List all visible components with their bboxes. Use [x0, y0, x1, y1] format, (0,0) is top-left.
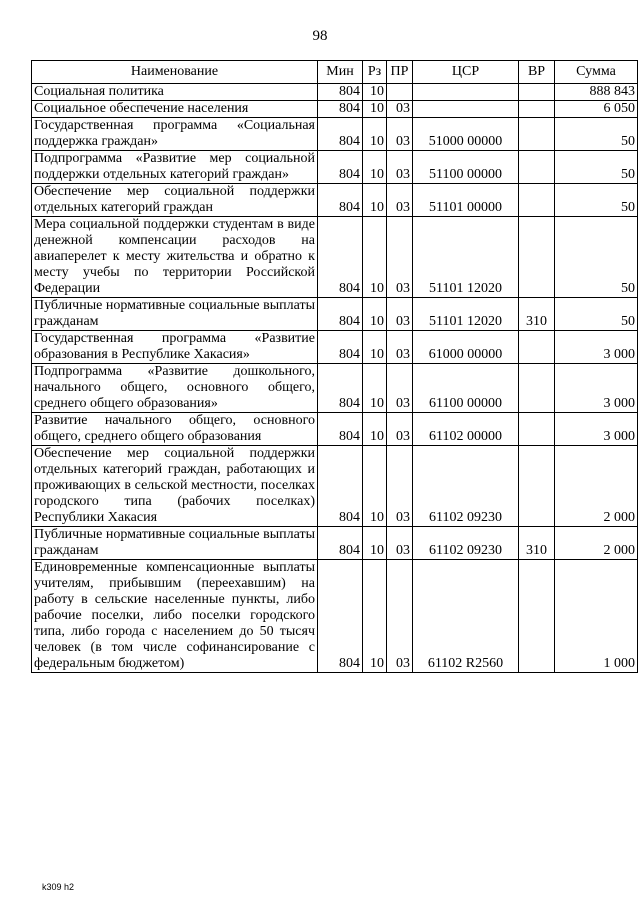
cell-sum: 2 000 [555, 446, 638, 527]
table-row [32, 184, 638, 217]
table-row [32, 298, 638, 331]
cell-name: Обеспечение мер социальной поддержки отдельных категорий граждан [32, 184, 318, 217]
cell-sum: 3 000 [555, 413, 638, 446]
cell-name: Подпрограмма «Развитие мер социальной поддержки отдельных категорий граждан» [32, 151, 318, 184]
header-min: Мин [318, 61, 363, 84]
header-csr: ЦСР [413, 61, 519, 84]
cell-sum: 50 [555, 184, 638, 217]
page-number: 98 [312, 28, 328, 44]
cell-csr: 51101 12020 [413, 298, 519, 331]
cell-vr [519, 101, 555, 118]
budget-table [31, 60, 638, 673]
cell-rz: 10 [363, 527, 387, 560]
cell-sum: 50 [555, 118, 638, 151]
cell-min: 804 [318, 560, 363, 673]
cell-vr: 310 [519, 527, 555, 560]
cell-sum: 888 843 [555, 84, 638, 101]
cell-min: 804 [318, 413, 363, 446]
table-row [32, 527, 638, 560]
table-row [32, 151, 638, 184]
cell-name: Публичные нормативные социальные выплаты гражданам [32, 298, 318, 331]
cell-pr: 03 [387, 217, 413, 298]
cell-pr [387, 84, 413, 101]
cell-name: Развитие начального общего, основного общего, среднего общего образования [32, 413, 318, 446]
cell-rz: 10 [363, 217, 387, 298]
header-sum: Сумма [555, 61, 638, 84]
cell-pr: 03 [387, 527, 413, 560]
cell-min: 804 [318, 364, 363, 413]
cell-pr: 03 [387, 331, 413, 364]
cell-pr: 03 [387, 118, 413, 151]
cell-pr: 03 [387, 364, 413, 413]
cell-sum: 6 050 [555, 101, 638, 118]
cell-pr: 03 [387, 560, 413, 673]
header-rz: Рз [363, 61, 387, 84]
cell-sum: 1 000 [555, 560, 638, 673]
cell-rz: 10 [363, 364, 387, 413]
table-row [32, 217, 638, 298]
footer-code: k309 h2 [42, 882, 75, 892]
cell-csr: 61000 00000 [413, 331, 519, 364]
cell-name: Социальное обеспечение населения [32, 101, 318, 118]
cell-min: 804 [318, 331, 363, 364]
cell-name: Публичные нормативные социальные выплаты гражданам [32, 527, 318, 560]
cell-name: Государственная программа «Развитие образования в Республике Хакасия» [32, 331, 318, 364]
cell-rz: 10 [363, 118, 387, 151]
cell-pr: 03 [387, 413, 413, 446]
cell-min: 804 [318, 101, 363, 118]
cell-rz: 10 [363, 560, 387, 673]
table-row [32, 560, 638, 673]
header-pr: ПР [387, 61, 413, 84]
table-row [32, 364, 638, 413]
table-row [32, 331, 638, 364]
header-vr: ВР [519, 61, 555, 84]
cell-name: Социальная политика [32, 84, 318, 101]
cell-min: 804 [318, 184, 363, 217]
table-row [32, 413, 638, 446]
cell-csr [413, 101, 519, 118]
cell-rz: 10 [363, 84, 387, 101]
table-row [32, 118, 638, 151]
table-body [32, 84, 638, 673]
cell-rz: 10 [363, 184, 387, 217]
cell-min: 804 [318, 446, 363, 527]
cell-vr [519, 446, 555, 527]
cell-rz: 10 [363, 413, 387, 446]
cell-sum: 50 [555, 151, 638, 184]
cell-pr: 03 [387, 101, 413, 118]
table-row [32, 446, 638, 527]
cell-pr: 03 [387, 298, 413, 331]
cell-vr [519, 118, 555, 151]
table-row [32, 101, 638, 118]
cell-rz: 10 [363, 101, 387, 118]
cell-csr: 51000 00000 [413, 118, 519, 151]
cell-vr [519, 413, 555, 446]
cell-csr: 61100 00000 [413, 364, 519, 413]
cell-sum: 2 000 [555, 527, 638, 560]
cell-csr [413, 84, 519, 101]
cell-pr: 03 [387, 184, 413, 217]
cell-csr: 61102 09230 [413, 446, 519, 527]
cell-min: 804 [318, 298, 363, 331]
cell-vr [519, 151, 555, 184]
cell-pr: 03 [387, 151, 413, 184]
table-header-row [32, 61, 638, 84]
cell-sum: 3 000 [555, 331, 638, 364]
cell-name: Мера социальной поддержки студентам в виде денежной компенсации расходов на авиаперелет к месту жительства и обратно к месту учебы по территории Российской Федерации [32, 217, 318, 298]
cell-vr [519, 364, 555, 413]
cell-name: Обеспечение мер социальной поддержки отдельных категорий граждан, работающих и проживающих в сельской местности, поселках городского типа (рабочих поселках) Республики Хакасия [32, 446, 318, 527]
table-row [32, 84, 638, 101]
cell-sum: 50 [555, 217, 638, 298]
cell-vr [519, 84, 555, 101]
cell-min: 804 [318, 84, 363, 101]
cell-vr [519, 184, 555, 217]
cell-rz: 10 [363, 298, 387, 331]
cell-min: 804 [318, 151, 363, 184]
cell-min: 804 [318, 527, 363, 560]
cell-rz: 10 [363, 151, 387, 184]
cell-csr: 61102 09230 [413, 527, 519, 560]
cell-min: 804 [318, 217, 363, 298]
cell-min: 804 [318, 118, 363, 151]
cell-csr: 61102 R2560 [413, 560, 519, 673]
cell-pr: 03 [387, 446, 413, 527]
cell-name: Подпрограмма «Развитие дошкольного, начального общего, основного общего, среднего общего образования» [32, 364, 318, 413]
cell-name: Государственная программа «Социальная поддержка граждан» [32, 118, 318, 151]
cell-csr: 61102 00000 [413, 413, 519, 446]
cell-rz: 10 [363, 331, 387, 364]
cell-csr: 51101 00000 [413, 184, 519, 217]
cell-name: Единовременные компенсационные выплаты учителям, прибывшим (переехавшим) на работу в сельские населенные пункты, либо рабочие поселки, либо поселки городского типа, либо города с населением до 50 тысяч человек (в том числе софинансирование с федеральным бюджетом) [32, 560, 318, 673]
header-name: Наименование [32, 61, 318, 84]
cell-vr [519, 560, 555, 673]
cell-rz: 10 [363, 446, 387, 527]
cell-csr: 51101 12020 [413, 217, 519, 298]
cell-csr: 51100 00000 [413, 151, 519, 184]
cell-sum: 50 [555, 298, 638, 331]
cell-vr [519, 331, 555, 364]
cell-sum: 3 000 [555, 364, 638, 413]
cell-vr: 310 [519, 298, 555, 331]
cell-vr [519, 217, 555, 298]
